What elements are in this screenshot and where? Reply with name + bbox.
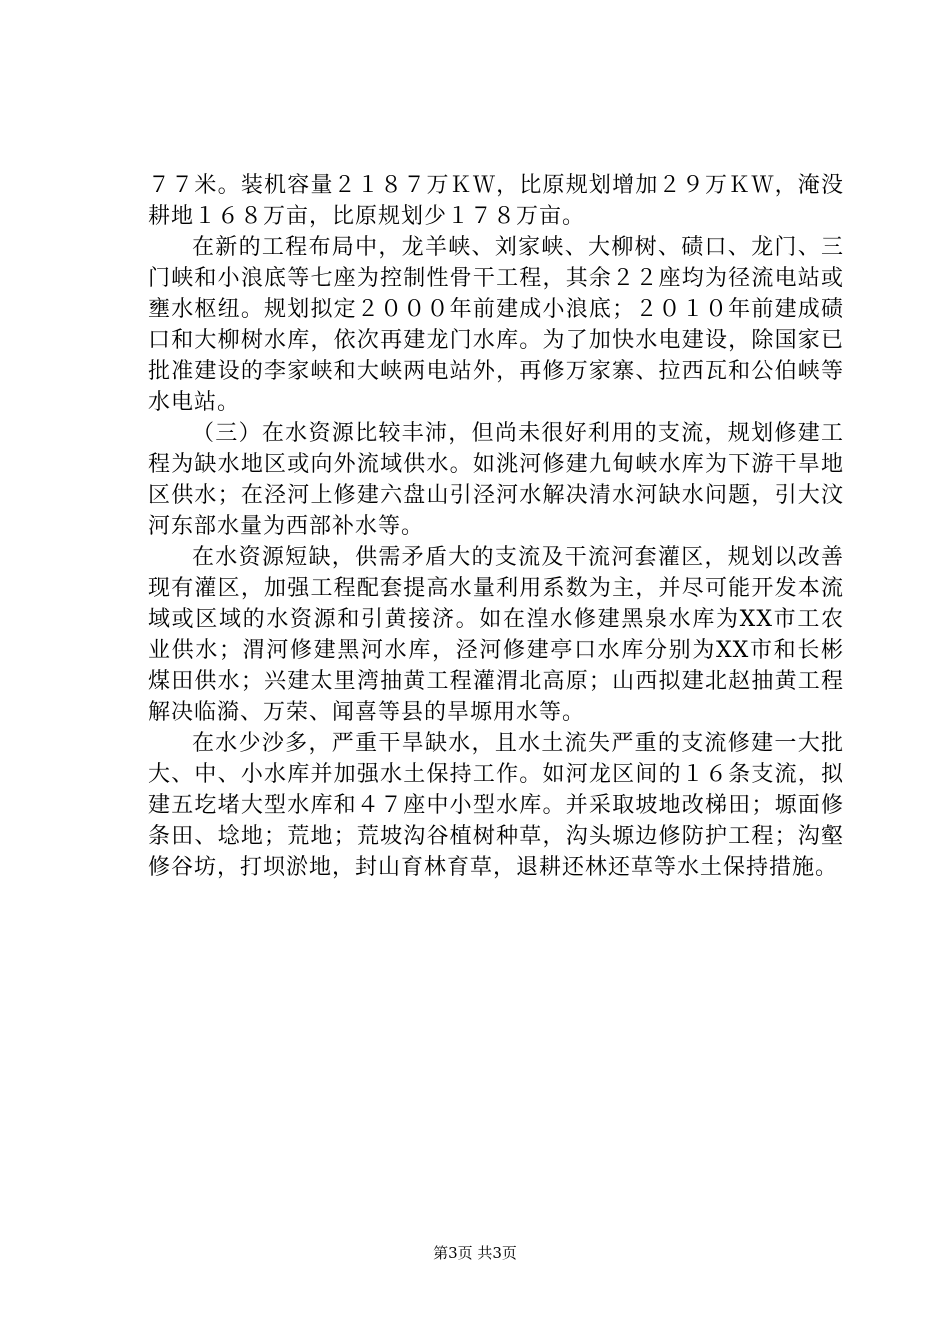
paragraph-tributary-water-supply: （三）在水资源比较丰沛，但尚未很好利用的支流，规划修建工程为缺水地区或向外流域供水。如洮河修建九甸峡水库为下游干旱地区供水；在泾河上修建六盘山引泾河水解决清水河缺水问题，引大汶河东部水量为西部补水等。 xyxy=(148,421,844,539)
page-footer xyxy=(0,1243,950,1263)
document-body xyxy=(148,170,844,883)
paragraph-soil-conservation: 在水少沙多，严重干旱缺水，且水土流失严重的支流修建一大批大、中、小水库并加强水土保持工作。如河龙区间的１６条支流，拟建五圪堵大型水库和４７座中小型水库。并采取坡地改梯田；塬面修条田、埝地；荒地；荒坡沟谷植树种草，沟头塬边修防护工程；沟壑修谷坊，打坝淤地，封山育林育草，退耕还林还草等水土保持措施。 xyxy=(148,731,844,880)
page-number: 第3页 共3页 xyxy=(433,1244,517,1262)
paragraph-water-shortage: 在水资源短缺，供需矛盾大的支流及干流河套灌区，规划以改善现有灌区，加强工程配套提高水量利用系数为主，并尽可能开发本流域或区域的水资源和引黄接济。如在湟水修建黑泉水库为XX市工农业供水；渭河修建黑河水库，泾河修建亭口水库分别为XX市和长彬煤田供水；兴建太里湾抽黄工程灌渭北高原；山西拟建北赵抽黄工程解决临漪、万荣、闻喜等县的旱塬用水等。 xyxy=(148,545,844,725)
paragraph-continuation: ７７米。装机容量２１８７万ＫＷ，比原规划增加２９万ＫＷ，淹没耕地１６８万亩，比原规划少１７８万亩。 xyxy=(148,173,844,229)
paragraph-project-layout: 在新的工程布局中，龙羊峡、刘家峡、大柳树、碛口、龙门、三门峡和小浪底等七座为控制性骨干工程，其余２２座均为径流电站或壅水枢纽。规划拟定２０００年前建成小浪底；２０１０年前建成碛口和大柳树水库，依次再建龙门水库。为了加快水电建设，除国家已批准建设的李家峡和大峡两电站外，再修万家寨、拉西瓦和公伯峡等水电站。 xyxy=(148,235,844,415)
